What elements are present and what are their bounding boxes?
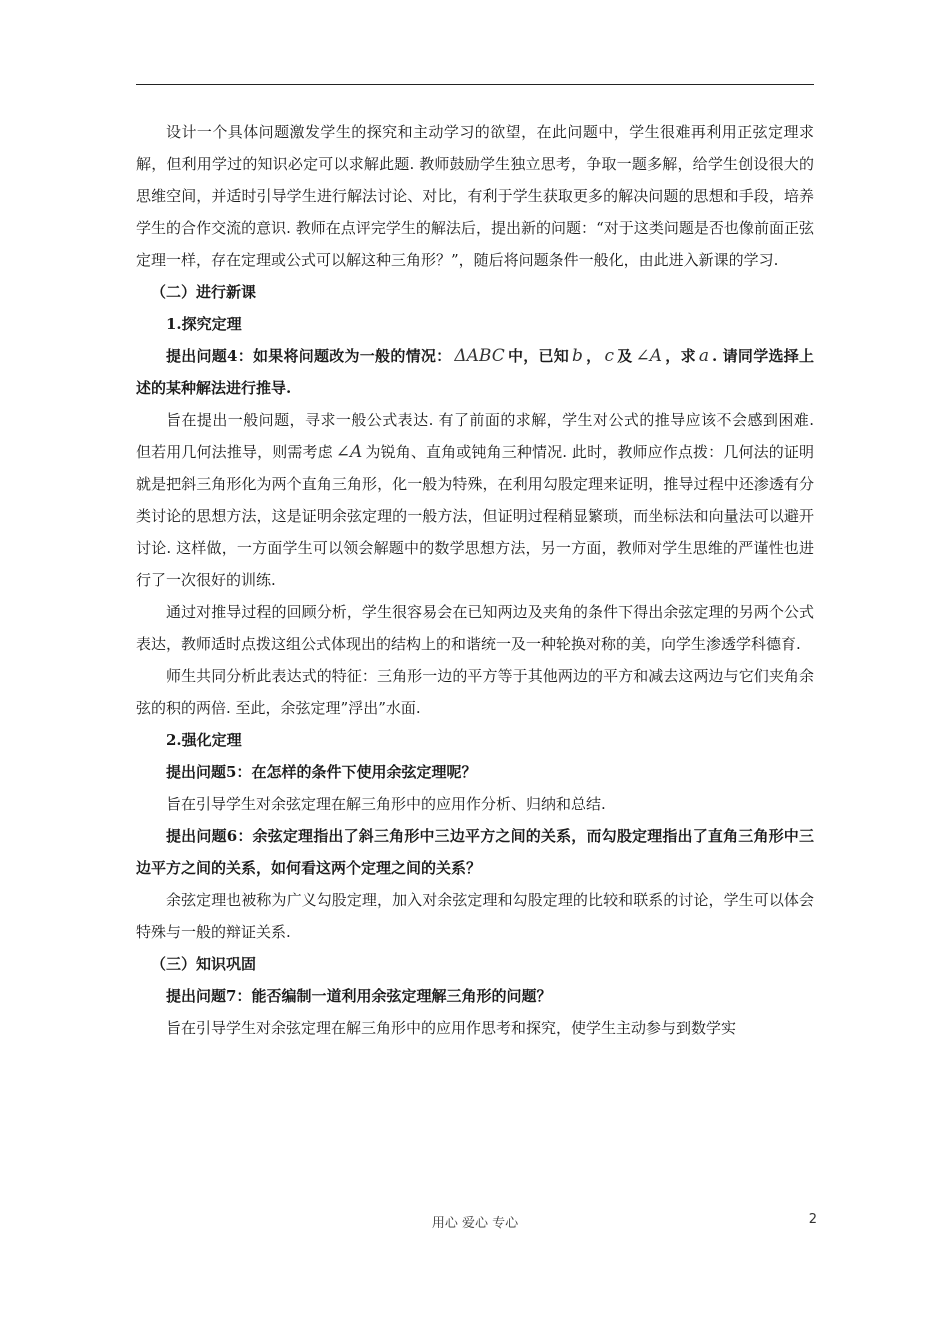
question-7: 提出问题7：能否编制一道利用余弦定理解三角形的问题？	[166, 987, 552, 1005]
header-rule	[136, 84, 814, 85]
page-number: 2	[808, 1212, 817, 1227]
math-c: c	[604, 346, 614, 366]
section-heading-consolidate: （三）知识巩固	[151, 955, 257, 973]
question-6: 提出问题6：余弦定理指出了斜三角形中三边平方之间的关系，而勾股定理指出了直角三角形中三边平方之间的关系，如何看这两个定理之间的关系？	[136, 827, 814, 877]
paragraph-intro: 设计一个具体问题激发学生的探究和主动学习的欲望，在此问题中，学生很难再利用正弦定理求解，但利用学过的知识必定可以求解此题. 教师鼓励学生独立思考，争取一题多解，给学生创设很大的思维空间，并适时引导学生进行解法讨论、对比，有利于学生获取更多的解决问题的思想和手段，培养学生的合作交流的意识. 教师在点评完学生的解法后，提出新的问题：“对于这类问题是否也像前面正弦定理一样，存在定理或公式可以解这种三角形？”，随后将问题条件一般化，由此进入新课的学习.	[136, 123, 814, 269]
paragraph-q7-aim: 旨在引导学生对余弦定理在解三角形中的应用作思考和探究，使学生主动参与到数学实	[166, 1019, 737, 1037]
math-a: a	[698, 346, 709, 366]
paragraph-derivation: 旨在提出一般问题，寻求一般公式表达. 有了前面的求解，学生对公式的推导应该不会感到困难. 但若用几何法推导，则需考虑 ∠A 为锐角、直角或钝角三种情况. 此时，教师应作点拨：几何法的证明就是把斜三角形化为两个直角三角形，化一般为特殊，在利用勾股定理来证明，推导过程中还渗透有分类讨论的思想方法，这是证明余弦定理的一般方法，但证明过程稍显繁琐，而坐标法和向量法可以避开讨论. 这样做，一方面学生可以领会解题中的数学思想方法，另一方面，教师对学生思维的严谨性也进行了一次很好的训练.	[136, 411, 814, 589]
section-heading-new-lesson: （二）进行新课	[151, 283, 257, 301]
paragraph-q5-aim: 旨在引导学生对余弦定理在解三角形中的应用作分析、归纳和总结.	[166, 795, 606, 813]
math-b: b	[572, 346, 583, 366]
math-angle-a: ∠A	[635, 346, 663, 366]
question-5: 提出问题5：在怎样的条件下使用余弦定理呢？	[166, 763, 477, 781]
math-triangle-abc: ΔABC	[454, 346, 505, 366]
subsection-heading-strengthen: 2.强化定理	[166, 731, 242, 749]
paragraph-q6-aim: 余弦定理也被称为广义勾股定理，加入对余弦定理和勾股定理的比较和联系的讨论，学生可以体会特殊与一般的辩证关系.	[136, 891, 814, 941]
paragraph-review: 通过对推导过程的回顾分析，学生很容易会在已知两边及夹角的条件下得出余弦定理的另两个公式表达，教师适时点拨这组公式体现出的结构上的和谐统一及一种轮换对称的美，向学生渗透学科德育.	[136, 603, 814, 653]
page-body	[136, 116, 814, 1044]
paragraph-features: 师生共同分析此表达式的特征：三角形一边的平方等于其他两边的平方和减去这两边与它们夹角余弦的积的两倍. 至此，余弦定理”浮出”水面.	[136, 667, 814, 717]
page-footer: 用心 爱心 专心	[431, 1216, 519, 1231]
math-angle-a-2: ∠A	[335, 442, 363, 462]
question-4: 提出问题4：如果将问题改为一般的情况： ΔABC 中，已知 b ， c 及 ∠A ，求 a . 请同学选择上述的某种解法进行推导.	[136, 346, 814, 397]
subsection-heading-explore: 1.探究定理	[166, 315, 242, 333]
